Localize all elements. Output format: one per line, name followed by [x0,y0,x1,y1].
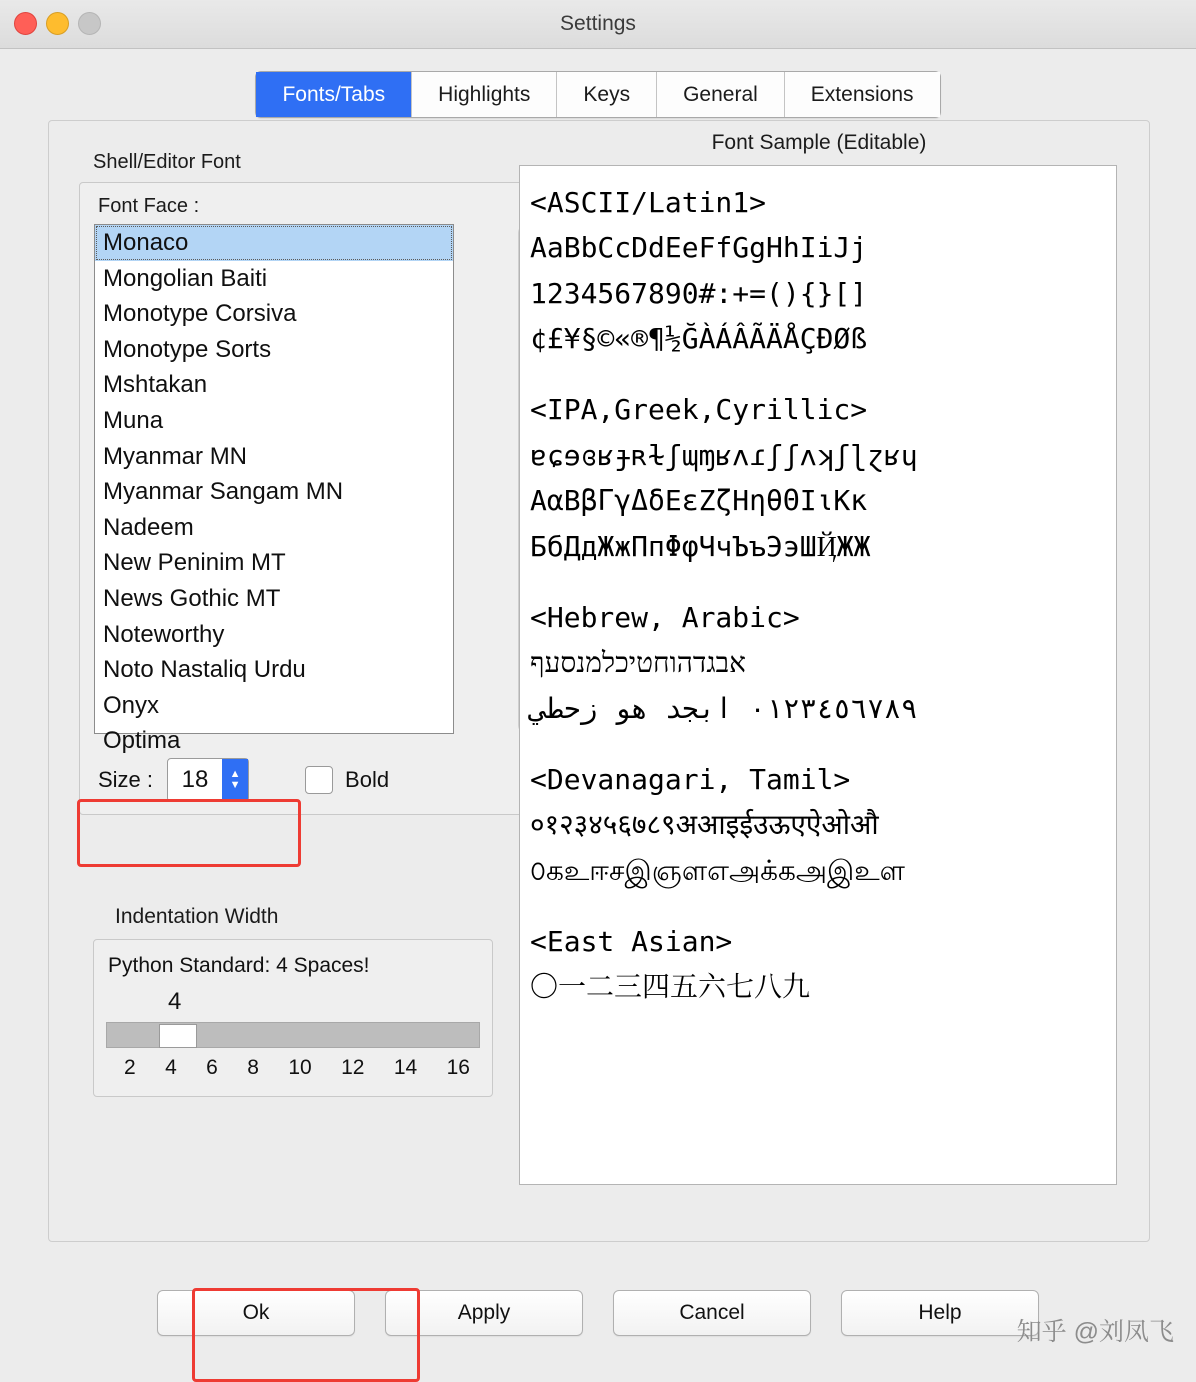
sample-line: ٠١٢٣٤٥٦٧٨٩ ابجد هو زحطي [530,691,918,725]
sample-line: 1234567890#:+=(){}[] [530,276,868,310]
tick-label: 2 [124,1056,136,1079]
shell-editor-font-label: Shell/Editor Font [93,151,241,173]
font-face-label: Font Face : [98,195,200,217]
tab-highlights[interactable]: Highlights [412,72,557,117]
traffic-light-group [14,12,101,35]
indentation-tick-labels [106,1048,480,1080]
bold-label: Bold [345,767,390,792]
sample-line: ¢£¥§©«®¶½ĞÀÁÂÃÄÅÇÐØß [530,322,868,356]
sample-line: <IPA,Greek,Cyrillic> [530,393,868,427]
ok-button[interactable]: Ok [157,1290,355,1336]
sample-line: <ASCII/Latin1> [530,186,767,219]
tab-keys[interactable]: Keys [557,72,657,117]
list-item[interactable]: Monaco [95,225,453,261]
apply-button[interactable]: Apply [385,1290,583,1336]
list-item[interactable]: Nadeem [103,513,194,541]
close-button-icon[interactable] [14,12,37,35]
tab-bar [0,71,1196,118]
watermark: 知乎 @刘凤飞 [1016,1318,1174,1346]
indentation-group [93,939,493,1097]
font-list-wrap [94,224,514,755]
tick-label: 8 [247,1056,259,1079]
indentation-hint: Python Standard: 4 Spaces! [108,954,370,977]
sample-line: AαBβΓγΔδEεZζHηθΘIιKκ [530,484,868,518]
sample-spacer [530,893,1106,919]
indentation-slider-thumb[interactable] [159,1024,197,1048]
tab-fonts-tabs[interactable]: Fonts/Tabs [256,72,412,117]
sample-line: ɐɕɘɞʁɟʀɫʃɰɱʁʌɾʃʃʌʞʃɭɀʁɥ [530,438,918,472]
sample-spacer [530,569,1106,595]
list-item[interactable]: Optima [103,727,181,755]
font-size-value[interactable]: 18 [181,766,209,793]
list-item[interactable]: Noteworthy [103,620,225,648]
help-button[interactable]: Help [841,1290,1039,1336]
tab-general[interactable]: General [657,72,785,117]
tick-label: 4 [165,1056,177,1079]
list-item[interactable]: Mshtakan [103,371,208,399]
tick-label: 14 [393,1056,418,1079]
sample-line: 〇一二三四五六七八九 [530,970,811,1004]
font-size-stepper[interactable] [167,758,249,802]
font-face-listbox[interactable] [94,224,454,755]
bold-checkbox-wrap[interactable] [305,766,389,794]
window-titlebar [0,0,1196,49]
sample-line: <East Asian> [530,925,733,959]
size-label: Size : [98,767,154,792]
window-title: Settings [560,12,636,35]
list-item[interactable]: Mongolian Baiti [103,264,268,292]
font-sample-textbox[interactable] [519,165,1117,1185]
sample-line: ௦கஉஈசஇஞளஎஅக்கஅஇஉள [530,853,905,887]
list-item[interactable]: Onyx [103,691,160,719]
minimize-button-icon[interactable] [46,12,69,35]
sample-spacer [530,731,1106,757]
indentation-value: 4 [168,988,182,1015]
sample-line: אבגדהוחטיכלמנסעף [530,646,746,680]
stepper-arrows-icon[interactable] [222,759,248,801]
font-size-row [80,756,528,804]
bold-checkbox[interactable] [305,766,333,794]
font-face-group [79,182,529,815]
indentation-slider[interactable] [106,1022,480,1048]
list-item[interactable]: Monotype Corsiva [103,300,297,328]
tab-extensions[interactable]: Extensions [785,72,940,117]
tick-label: 10 [288,1056,312,1079]
list-item[interactable]: News Gothic MT [103,584,281,612]
font-sample-section [519,131,1119,1185]
sample-line: ०१२३४५६७८९अआइईउऊएऐओऔ [530,808,879,842]
font-sample-label: Font Sample (Editable) [711,131,927,154]
chevron-down-icon[interactable]: ▼ [229,779,241,791]
sample-line: БбДдЖжПпΦφЧчЪъЭэШҊЖЖ [530,529,871,563]
list-item[interactable]: Myanmar MN [103,442,248,470]
zoom-button-icon[interactable] [78,12,101,35]
settings-panel [48,120,1150,1242]
shell-editor-font-section [79,151,529,1097]
tick-label: 16 [446,1056,470,1079]
list-item[interactable]: Monotype Sorts [103,335,272,363]
list-item[interactable]: Myanmar Sangam MN [103,478,344,506]
list-item[interactable]: Noto Nastaliq Urdu [103,656,306,684]
sample-line: <Devanagari, Tamil> [530,762,851,796]
sample-line: <Hebrew, Arabic> [530,600,800,634]
tick-label: 12 [341,1056,365,1079]
chevron-up-icon[interactable]: ▲ [229,768,241,780]
sample-line: AaBbCcDdEeFfGgHhIiJj [530,231,868,265]
cancel-button[interactable]: Cancel [613,1290,811,1336]
sample-spacer [530,361,1106,387]
list-item[interactable]: New Peninim MT [103,549,286,577]
tick-label: 6 [206,1056,218,1079]
indentation-width-label: Indentation Width [115,905,279,928]
list-item[interactable]: Muna [103,406,164,434]
